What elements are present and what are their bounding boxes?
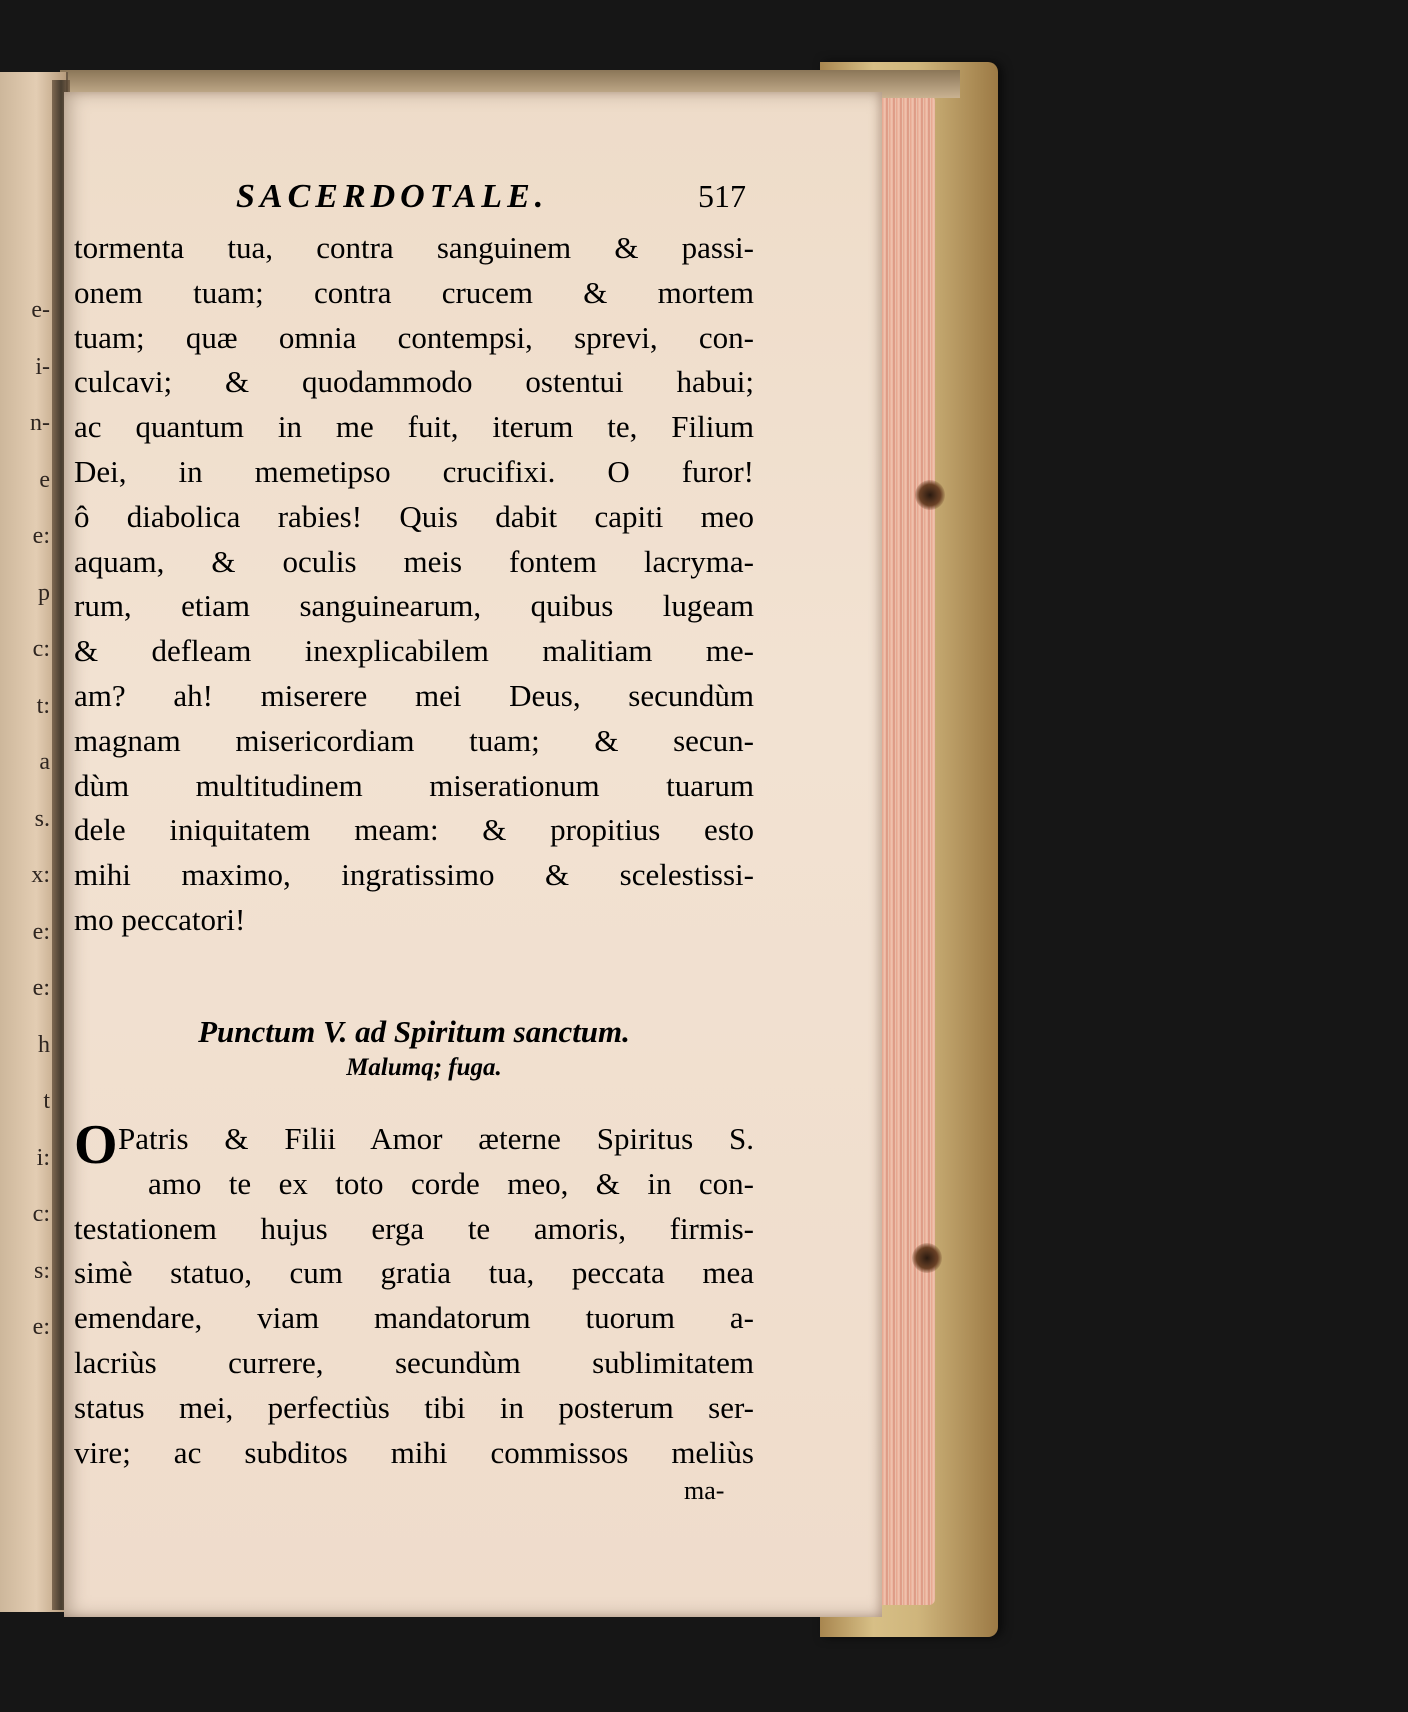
left-page-fragment-line: h [38, 1031, 50, 1058]
left-page-fragment-line: e: [32, 975, 50, 1001]
left-page-fragment-line: i: [36, 1144, 50, 1171]
body-text [74, 226, 754, 943]
left-page-fragment-line: i- [35, 353, 50, 380]
left-page-fragment-line: s. [34, 805, 50, 832]
text-line: dùm multitudinem miserationum tuarum [74, 767, 754, 803]
left-page-fragment-line: t: [36, 692, 50, 719]
text-line: amo te ex toto corde meo, & in con- [148, 1165, 754, 1201]
initial-letter: O [74, 1114, 118, 1176]
left-page-fragment-line: e: [32, 918, 50, 945]
left-page-fragment-line: c: [32, 636, 50, 662]
text-line: & defleam inexplicabilem malitiam me- [74, 633, 754, 669]
text-line: culcavi; & quodammodo ostentui habui; [74, 364, 754, 400]
left-page-fragment-line: x: [31, 862, 50, 888]
catchword: ma- [684, 1476, 725, 1505]
text-line: testationem hujus erga te amoris, firmis- [74, 1210, 754, 1246]
left-page-fragment-line: a [39, 749, 50, 775]
text-line: dele iniquitatem meam: & propitius esto [74, 812, 754, 848]
page-517 [64, 92, 882, 1617]
left-page-fragment-line: t [43, 1088, 50, 1114]
text-line: rum, etiam sanguinearum, quibus lugeam [74, 588, 754, 624]
running-head-title: SACERDOTALE. [236, 178, 549, 215]
text-line: ac quantum in me fuit, iterum te, Filium [74, 409, 754, 445]
text-line: am? ah! miserere mei Deus, secundùm [74, 677, 754, 713]
section-heading-line2: Malumq; fuga. [346, 1054, 502, 1081]
left-page-text [4, 282, 50, 1356]
text-line: mihi maximo, ingratissimo & scelestissi- [74, 857, 754, 893]
text-line: Dei, in memetipso crucifixi. O furor! [74, 453, 754, 489]
text-line: tuam; quæ omnia contempsi, sprevi, con- [74, 319, 754, 355]
left-page-fragment-line: e: [32, 1314, 50, 1340]
left-page-fragment-line: e: [32, 523, 50, 549]
text-line: emendare, viam mandatorum tuorum a- [74, 1300, 754, 1336]
left-page-fragment-line: e [39, 466, 50, 493]
worm-hole [912, 1243, 942, 1273]
text-line: mo peccatori! [74, 901, 246, 937]
left-page-fragment-line: n- [30, 410, 50, 436]
left-page-fragment-line: e- [31, 297, 50, 323]
text-line: onem tuam; contra crucem & mortem [74, 274, 754, 310]
text-line: Patris & Filii Amor æterne Spiritus S. [118, 1121, 754, 1156]
text-line: lacriùs currere, secundùm sublimitatem [74, 1344, 754, 1380]
worm-hole [915, 480, 945, 510]
left-page-fragment-line: s: [33, 1257, 50, 1284]
text-line: status mei, perfectiùs tibi in posterum ser- [74, 1389, 754, 1425]
section-heading-line1: Punctum V. ad Spiritum sanctum. [198, 1014, 630, 1049]
text-line: vire; ac subditos mihi commissos meliùs [74, 1434, 754, 1470]
running-head [176, 178, 746, 220]
text-line: tormenta tua, contra sanguinem & passi- [74, 230, 754, 265]
text-line: magnam misericordiam tuam; & secun- [74, 722, 754, 758]
prayer-paragraph [74, 1114, 754, 1475]
text-line: simè statuo, cum gratia tua, peccata mea [74, 1255, 754, 1291]
section-heading [104, 1014, 724, 1082]
text-line: ô diabolica rabies! Quis dabit capiti meo [74, 498, 754, 534]
left-page-fragment-line: c: [32, 1201, 50, 1227]
page-number: 517 [698, 178, 746, 214]
text-line: aquam, & oculis meis fontem lacryma- [74, 543, 754, 579]
left-page-fragment-line: p [38, 579, 50, 606]
